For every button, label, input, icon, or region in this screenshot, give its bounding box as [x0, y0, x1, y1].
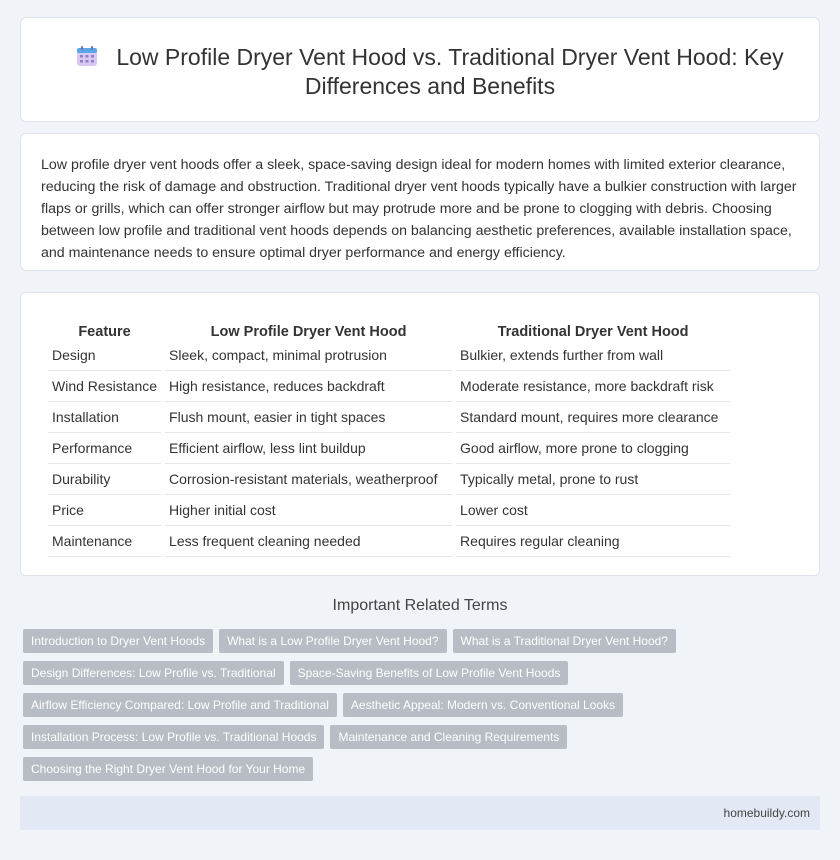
title-wrap	[61, 43, 799, 101]
row-low-profile: Efficient airflow, less lint buildup	[165, 433, 452, 464]
related-term-tag[interactable]: Choosing the Right Dryer Vent Hood for Your Home	[23, 757, 313, 781]
related-term-tag[interactable]: Aesthetic Appeal: Modern vs. Conventional Looks	[343, 693, 623, 717]
related-term-tag[interactable]: Installation Process: Low Profile vs. Traditional Hoods	[23, 725, 324, 749]
table-row	[48, 371, 730, 402]
table-row	[48, 340, 730, 371]
intro-paragraph: Low profile dryer vent hoods offer a sleek, space-saving design ideal for modern homes with limited exterior clearance, reducing the risk of damage and obstruction. Traditional dryer vent hoods typically have a bulkier construction with larger flaps or grills, which can offer stronger airflow but may protrude more and be prone to clogging with debris. Choosing between low profile and traditional vent hoods depends on balancing aesthetic preferences, available installation space, and maintenance needs to ensure optimal dryer performance and energy efficiency.	[41, 157, 797, 261]
row-feature: Installation	[48, 402, 161, 433]
row-traditional: Lower cost	[456, 495, 730, 526]
row-feature: Maintenance	[48, 526, 161, 557]
table-row	[48, 526, 730, 557]
table-row	[48, 402, 730, 433]
comparison-table	[44, 316, 734, 557]
related-term-tag[interactable]: Design Differences: Low Profile vs. Traditional	[23, 661, 284, 685]
row-traditional: Moderate resistance, more backdraft risk	[456, 371, 730, 402]
related-term-tag[interactable]: What is a Traditional Dryer Vent Hood?	[453, 629, 676, 653]
related-term-tag[interactable]: Maintenance and Cleaning Requirements	[330, 725, 567, 749]
related-terms-list	[23, 629, 723, 781]
row-feature: Price	[48, 495, 161, 526]
intro-card	[20, 133, 820, 271]
row-traditional: Standard mount, requires more clearance	[456, 402, 730, 433]
row-low-profile: Corrosion-resistant materials, weatherproof	[165, 464, 452, 495]
row-feature: Wind Resistance	[48, 371, 161, 402]
related-terms-heading: Important Related Terms	[332, 597, 508, 614]
row-low-profile: Flush mount, easier in tight spaces	[165, 402, 452, 433]
row-low-profile: Higher initial cost	[165, 495, 452, 526]
footer-site-link[interactable]: homebuildy.com	[723, 806, 810, 820]
row-feature: Design	[48, 340, 161, 371]
row-traditional: Bulkier, extends further from wall	[456, 340, 730, 371]
comparison-card	[20, 292, 820, 576]
calendar-icon	[76, 45, 98, 67]
related-term-tag[interactable]: Airflow Efficiency Compared: Low Profile and Traditional	[23, 693, 337, 717]
row-traditional: Good airflow, more prone to clogging	[456, 433, 730, 464]
row-feature: Performance	[48, 433, 161, 464]
row-traditional: Requires regular cleaning	[456, 526, 730, 557]
related-term-tag[interactable]: Introduction to Dryer Vent Hoods	[23, 629, 213, 653]
row-low-profile: Sleek, compact, minimal protrusion	[165, 340, 452, 371]
footer	[20, 796, 820, 830]
table-row	[48, 433, 730, 464]
header-low-profile: Low Profile Dryer Vent Hood	[210, 324, 407, 340]
related-term-tag[interactable]: What is a Low Profile Dryer Vent Hood?	[219, 629, 446, 653]
page-title: Low Profile Dryer Vent Hood vs. Traditional Dryer Vent Hood: Key Differences and Benefits	[116, 44, 784, 99]
related-term-tag[interactable]: Space-Saving Benefits of Low Profile Vent Hoods	[290, 661, 569, 685]
header-traditional: Traditional Dryer Vent Hood	[497, 324, 689, 340]
row-feature: Durability	[48, 464, 161, 495]
table-row	[48, 495, 730, 526]
table-header-row	[48, 316, 730, 340]
header-feature: Feature	[78, 324, 131, 340]
row-low-profile: High resistance, reduces backdraft	[165, 371, 452, 402]
header-card	[20, 17, 820, 122]
row-low-profile: Less frequent cleaning needed	[165, 526, 452, 557]
table-row	[48, 464, 730, 495]
row-traditional: Typically metal, prone to rust	[456, 464, 730, 495]
